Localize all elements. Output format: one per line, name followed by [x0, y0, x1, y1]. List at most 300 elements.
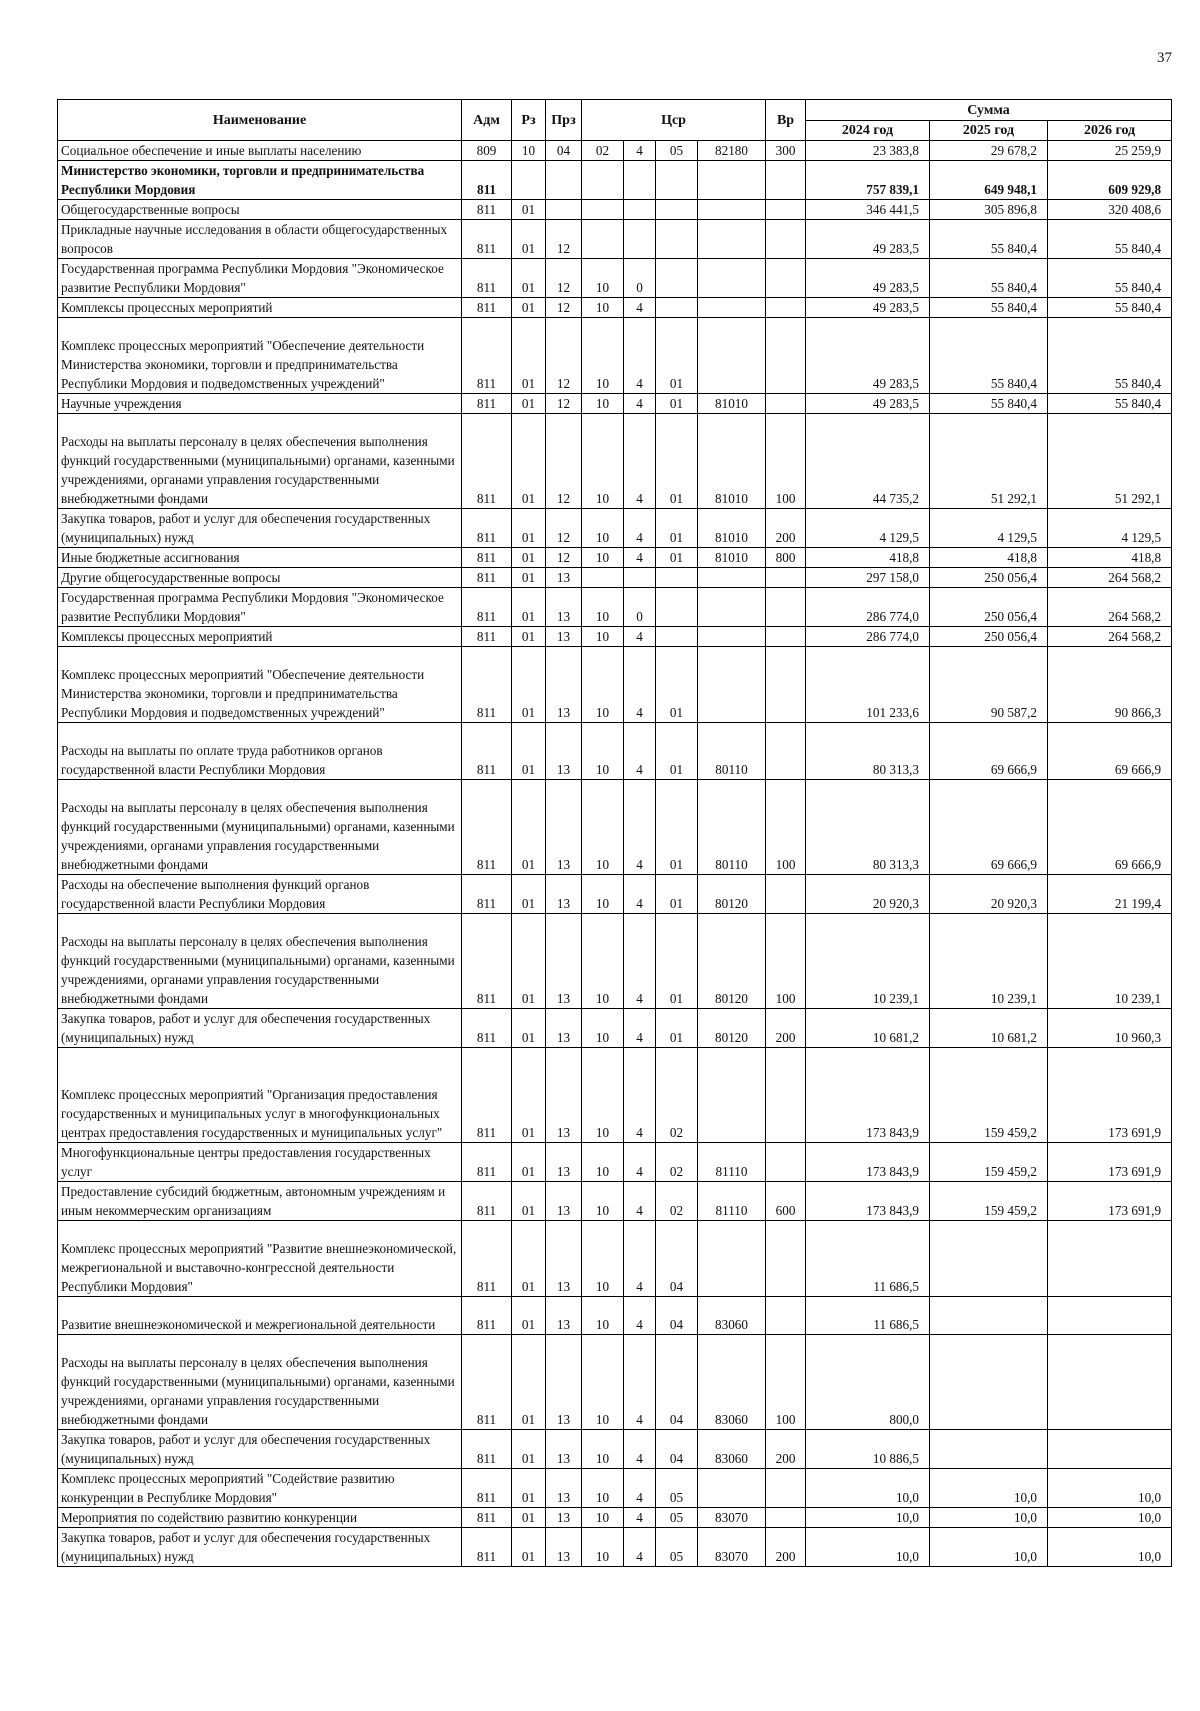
- header-name: Наименование: [58, 100, 462, 141]
- row-sum-2025: 55 840,4: [930, 318, 1048, 394]
- row-csr-type: 4: [624, 875, 656, 914]
- row-csr-complex: 01: [656, 875, 698, 914]
- row-sum-2026: 90 866,3: [1048, 647, 1172, 723]
- row-sum-2025: 250 056,4: [930, 627, 1048, 647]
- row-sum-2025: 10,0: [930, 1469, 1048, 1508]
- row-csr-program: 10: [582, 1430, 624, 1469]
- row-csr-program: 10: [582, 394, 624, 414]
- row-prz: 13: [546, 588, 582, 627]
- row-sum-2026: 10,0: [1048, 1508, 1172, 1528]
- row-sum-2024: 173 843,9: [806, 1143, 930, 1182]
- row-csr-direction: [698, 259, 766, 298]
- row-sum-2025: 10 681,2: [930, 1009, 1048, 1048]
- row-rz: 01: [512, 509, 546, 548]
- row-csr-complex: 04: [656, 1297, 698, 1335]
- row-sum-2026: 10,0: [1048, 1528, 1172, 1567]
- header-adm: Адм: [462, 100, 512, 141]
- row-csr-direction: 83070: [698, 1528, 766, 1567]
- row-sum-2024: 4 129,5: [806, 509, 930, 548]
- row-prz: 13: [546, 1430, 582, 1469]
- row-csr-type: 4: [624, 1009, 656, 1048]
- row-csr-complex: [656, 298, 698, 318]
- row-prz: 13: [546, 1143, 582, 1182]
- row-csr-complex: 05: [656, 1469, 698, 1508]
- row-csr-program: 10: [582, 298, 624, 318]
- row-csr-direction: 81010: [698, 548, 766, 568]
- table-row: [58, 914, 1172, 1009]
- row-sum-2026: 55 840,4: [1048, 394, 1172, 414]
- row-rz: 01: [512, 647, 546, 723]
- row-csr-complex: 05: [656, 1508, 698, 1528]
- row-name: Расходы на выплаты по оплате труда работников органов государственной власти Республики Мордовия: [58, 723, 462, 780]
- row-csr-complex: 01: [656, 509, 698, 548]
- row-sum-2026: 25 259,9: [1048, 141, 1172, 161]
- table-header: [58, 100, 1172, 141]
- row-csr-complex: [656, 568, 698, 588]
- row-sum-2026: [1048, 1297, 1172, 1335]
- row-sum-2025: 10,0: [930, 1528, 1048, 1567]
- row-rz: 01: [512, 780, 546, 875]
- row-name: Закупка товаров, работ и услуг для обеспечения государственных (муниципальных) нужд: [58, 1430, 462, 1469]
- row-csr-program: 10: [582, 914, 624, 1009]
- row-sum-2025: 305 896,8: [930, 200, 1048, 220]
- table-body: [58, 141, 1172, 1567]
- row-prz: 04: [546, 141, 582, 161]
- row-adm: 811: [462, 780, 512, 875]
- row-sum-2025: 55 840,4: [930, 298, 1048, 318]
- row-csr-type: [624, 568, 656, 588]
- row-adm: 811: [462, 1335, 512, 1430]
- row-prz: 12: [546, 414, 582, 509]
- row-vr: 100: [766, 914, 806, 1009]
- row-sum-2026: 10 960,3: [1048, 1009, 1172, 1048]
- table-row: [58, 200, 1172, 220]
- row-vr: 200: [766, 509, 806, 548]
- row-csr-direction: [698, 1469, 766, 1508]
- row-vr: 100: [766, 780, 806, 875]
- row-csr-type: 4: [624, 1221, 656, 1297]
- row-prz: 12: [546, 548, 582, 568]
- row-rz: 01: [512, 723, 546, 780]
- row-csr-direction: 83070: [698, 1508, 766, 1528]
- row-csr-type: 0: [624, 259, 656, 298]
- row-sum-2025: 418,8: [930, 548, 1048, 568]
- row-name: Закупка товаров, работ и услуг для обеспечения государственных (муниципальных) нужд: [58, 509, 462, 548]
- row-csr-complex: [656, 627, 698, 647]
- row-adm: 811: [462, 161, 512, 200]
- row-prz: 13: [546, 723, 582, 780]
- table-row: [58, 780, 1172, 875]
- row-name: Комплекс процессных мероприятий "Организация предоставления государственных и муниципальных услуг в многофункциональных центрах предоставления государственных и муниципальных услуг": [58, 1048, 462, 1143]
- row-name: Государственная программа Республики Мордовия "Экономическое развитие Республики Мордовия": [58, 588, 462, 627]
- row-csr-complex: 01: [656, 318, 698, 394]
- row-adm: 811: [462, 298, 512, 318]
- row-csr-type: 4: [624, 298, 656, 318]
- row-name: Закупка товаров, работ и услуг для обеспечения государственных (муниципальных) нужд: [58, 1528, 462, 1567]
- row-csr-program: 10: [582, 1335, 624, 1430]
- row-csr-complex: 01: [656, 780, 698, 875]
- row-sum-2024: 800,0: [806, 1335, 930, 1430]
- row-prz: 13: [546, 568, 582, 588]
- row-csr-complex: 01: [656, 394, 698, 414]
- row-adm: 811: [462, 1528, 512, 1567]
- row-csr-program: 10: [582, 259, 624, 298]
- row-rz: 01: [512, 259, 546, 298]
- row-csr-type: 4: [624, 1335, 656, 1430]
- row-prz: 13: [546, 1508, 582, 1528]
- row-vr: [766, 1469, 806, 1508]
- row-adm: 811: [462, 1469, 512, 1508]
- row-sum-2025: 159 459,2: [930, 1143, 1048, 1182]
- row-sum-2025: [930, 1297, 1048, 1335]
- row-csr-type: 0: [624, 588, 656, 627]
- row-csr-direction: [698, 647, 766, 723]
- row-csr-program: 10: [582, 1221, 624, 1297]
- row-csr-program: 10: [582, 1528, 624, 1567]
- row-csr-direction: 80120: [698, 1009, 766, 1048]
- row-rz: 01: [512, 588, 546, 627]
- row-sum-2024: 10 681,2: [806, 1009, 930, 1048]
- row-prz: 13: [546, 875, 582, 914]
- row-sum-2026: 21 199,4: [1048, 875, 1172, 914]
- row-rz: 01: [512, 200, 546, 220]
- table-row: [58, 394, 1172, 414]
- row-csr-complex: 01: [656, 548, 698, 568]
- row-csr-direction: [698, 161, 766, 200]
- row-sum-2026: 51 292,1: [1048, 414, 1172, 509]
- row-csr-direction: 81110: [698, 1182, 766, 1221]
- row-sum-2026: 264 568,2: [1048, 627, 1172, 647]
- row-sum-2025: 250 056,4: [930, 568, 1048, 588]
- row-csr-program: 10: [582, 723, 624, 780]
- row-csr-program: 10: [582, 509, 624, 548]
- table-row: [58, 1182, 1172, 1221]
- row-adm: 811: [462, 220, 512, 259]
- row-rz: 01: [512, 414, 546, 509]
- row-name: Иные бюджетные ассигнования: [58, 548, 462, 568]
- row-vr: 200: [766, 1528, 806, 1567]
- row-csr-complex: [656, 220, 698, 259]
- row-csr-complex: 01: [656, 647, 698, 723]
- row-adm: 811: [462, 875, 512, 914]
- row-prz: [546, 161, 582, 200]
- row-vr: 300: [766, 141, 806, 161]
- row-sum-2025: [930, 1430, 1048, 1469]
- row-vr: 200: [766, 1430, 806, 1469]
- row-csr-direction: [698, 627, 766, 647]
- row-sum-2024: 101 233,6: [806, 647, 930, 723]
- table-row: [58, 1221, 1172, 1297]
- row-prz: 13: [546, 780, 582, 875]
- row-name: Комплексы процессных мероприятий: [58, 298, 462, 318]
- row-sum-2026: 69 666,9: [1048, 723, 1172, 780]
- row-sum-2026: 418,8: [1048, 548, 1172, 568]
- row-sum-2025: 159 459,2: [930, 1048, 1048, 1143]
- row-csr-type: 4: [624, 1508, 656, 1528]
- row-sum-2024: 49 283,5: [806, 220, 930, 259]
- row-rz: 01: [512, 394, 546, 414]
- row-vr: [766, 1297, 806, 1335]
- row-csr-complex: [656, 161, 698, 200]
- row-vr: [766, 200, 806, 220]
- row-name: Расходы на выплаты персоналу в целях обеспечения выполнения функций государственными (муниципальными) органами, казенными учреждениями, органами управления государственными внебюджетными фондами: [58, 414, 462, 509]
- row-vr: [766, 875, 806, 914]
- row-name: Научные учреждения: [58, 394, 462, 414]
- row-prz: 13: [546, 1221, 582, 1297]
- row-sum-2026: 10 239,1: [1048, 914, 1172, 1009]
- row-rz: 01: [512, 1335, 546, 1430]
- row-vr: [766, 318, 806, 394]
- row-sum-2025: 55 840,4: [930, 220, 1048, 259]
- row-rz: 01: [512, 627, 546, 647]
- row-sum-2026: 173 691,9: [1048, 1182, 1172, 1221]
- row-rz: 01: [512, 1182, 546, 1221]
- row-csr-type: 4: [624, 647, 656, 723]
- row-vr: 600: [766, 1182, 806, 1221]
- row-sum-2024: 10 239,1: [806, 914, 930, 1009]
- table-row: [58, 298, 1172, 318]
- table-row: [58, 627, 1172, 647]
- row-csr-program: 10: [582, 588, 624, 627]
- row-vr: [766, 568, 806, 588]
- row-csr-type: 4: [624, 914, 656, 1009]
- row-sum-2026: 264 568,2: [1048, 568, 1172, 588]
- row-rz: 01: [512, 1009, 546, 1048]
- row-sum-2026: 55 840,4: [1048, 318, 1172, 394]
- header-prz: Прз: [546, 100, 582, 141]
- row-csr-program: [582, 161, 624, 200]
- budget-table: [57, 99, 1172, 1567]
- row-csr-complex: 05: [656, 141, 698, 161]
- row-sum-2025: [930, 1335, 1048, 1430]
- row-csr-complex: [656, 259, 698, 298]
- row-csr-program: 10: [582, 627, 624, 647]
- header-csr: Цср: [582, 100, 766, 141]
- header-year-2025: 2025 год: [930, 121, 1048, 141]
- row-csr-type: [624, 200, 656, 220]
- row-csr-program: 10: [582, 647, 624, 723]
- row-csr-program: [582, 220, 624, 259]
- row-name: Другие общегосударственные вопросы: [58, 568, 462, 588]
- row-prz: 13: [546, 1297, 582, 1335]
- row-csr-direction: 83060: [698, 1297, 766, 1335]
- row-sum-2025: [930, 1221, 1048, 1297]
- row-rz: [512, 161, 546, 200]
- row-adm: 811: [462, 723, 512, 780]
- row-vr: [766, 1221, 806, 1297]
- row-csr-type: [624, 161, 656, 200]
- row-csr-program: 10: [582, 1048, 624, 1143]
- row-vr: [766, 647, 806, 723]
- row-name: Расходы на выплаты персоналу в целях обеспечения выполнения функций государственными (муниципальными) органами, казенными учреждениями, органами управления государственными внебюджетными фондами: [58, 914, 462, 1009]
- row-csr-program: 10: [582, 780, 624, 875]
- row-rz: 01: [512, 914, 546, 1009]
- row-sum-2024: 757 839,1: [806, 161, 930, 200]
- row-sum-2025: 649 948,1: [930, 161, 1048, 200]
- row-csr-program: 10: [582, 548, 624, 568]
- row-sum-2025: 55 840,4: [930, 394, 1048, 414]
- row-name: Расходы на выплаты персоналу в целях обеспечения выполнения функций государственными (муниципальными) органами, казенными учреждениями, органами управления государственными внебюджетными фондами: [58, 1335, 462, 1430]
- row-csr-type: 4: [624, 509, 656, 548]
- row-name: Общегосударственные вопросы: [58, 200, 462, 220]
- header-year-2026: 2026 год: [1048, 121, 1172, 141]
- table-row: [58, 1335, 1172, 1430]
- row-sum-2024: 23 383,8: [806, 141, 930, 161]
- row-csr-type: 4: [624, 394, 656, 414]
- row-sum-2024: 80 313,3: [806, 780, 930, 875]
- row-sum-2026: [1048, 1430, 1172, 1469]
- row-rz: 01: [512, 1430, 546, 1469]
- table-row: [58, 1048, 1172, 1143]
- row-prz: [546, 200, 582, 220]
- row-csr-type: 4: [624, 1182, 656, 1221]
- row-sum-2026: 264 568,2: [1048, 588, 1172, 627]
- row-csr-direction: 83060: [698, 1430, 766, 1469]
- row-prz: 13: [546, 1528, 582, 1567]
- row-rz: 01: [512, 548, 546, 568]
- row-adm: 811: [462, 259, 512, 298]
- header-vr: Вр: [766, 100, 806, 141]
- row-sum-2025: 90 587,2: [930, 647, 1048, 723]
- row-rz: 01: [512, 1143, 546, 1182]
- row-name: Комплекс процессных мероприятий "Обеспечение деятельности Министерства экономики, торговли и предпринимательства Республики Мордовия и подведомственных учреждений": [58, 647, 462, 723]
- row-sum-2026: 609 929,8: [1048, 161, 1172, 200]
- row-sum-2026: 320 408,6: [1048, 200, 1172, 220]
- row-sum-2024: 49 283,5: [806, 394, 930, 414]
- row-name: Предоставление субсидий бюджетным, автономным учреждениям и иным некоммерческим организациям: [58, 1182, 462, 1221]
- row-csr-program: 10: [582, 1297, 624, 1335]
- row-sum-2026: 173 691,9: [1048, 1143, 1172, 1182]
- row-vr: [766, 723, 806, 780]
- row-csr-direction: 81110: [698, 1143, 766, 1182]
- table-row: [58, 1009, 1172, 1048]
- row-sum-2025: 10 239,1: [930, 914, 1048, 1009]
- row-csr-direction: 80110: [698, 780, 766, 875]
- row-prz: 12: [546, 259, 582, 298]
- row-csr-direction: 80110: [698, 723, 766, 780]
- row-csr-complex: 01: [656, 414, 698, 509]
- row-csr-complex: 01: [656, 723, 698, 780]
- row-csr-complex: 02: [656, 1143, 698, 1182]
- row-sum-2025: 29 678,2: [930, 141, 1048, 161]
- row-csr-direction: 81010: [698, 509, 766, 548]
- row-prz: 13: [546, 1048, 582, 1143]
- row-name: Государственная программа Республики Мордовия "Экономическое развитие Республики Мордовия": [58, 259, 462, 298]
- row-csr-direction: [698, 1221, 766, 1297]
- row-vr: [766, 394, 806, 414]
- row-sum-2024: 173 843,9: [806, 1182, 930, 1221]
- row-vr: [766, 627, 806, 647]
- row-csr-program: 10: [582, 1182, 624, 1221]
- row-sum-2025: 20 920,3: [930, 875, 1048, 914]
- row-adm: 811: [462, 914, 512, 1009]
- row-sum-2026: 173 691,9: [1048, 1048, 1172, 1143]
- row-sum-2024: 49 283,5: [806, 259, 930, 298]
- table-row: [58, 318, 1172, 394]
- row-rz: 01: [512, 568, 546, 588]
- row-csr-program: 10: [582, 318, 624, 394]
- table-row: [58, 588, 1172, 627]
- row-prz: 12: [546, 298, 582, 318]
- row-prz: 13: [546, 1335, 582, 1430]
- row-sum-2026: 4 129,5: [1048, 509, 1172, 548]
- row-rz: 01: [512, 1221, 546, 1297]
- row-csr-type: 4: [624, 627, 656, 647]
- row-csr-complex: 04: [656, 1430, 698, 1469]
- row-csr-direction: [698, 588, 766, 627]
- row-rz: 01: [512, 1048, 546, 1143]
- row-csr-complex: 05: [656, 1528, 698, 1567]
- row-sum-2024: 346 441,5: [806, 200, 930, 220]
- row-csr-direction: [698, 298, 766, 318]
- row-sum-2024: 297 158,0: [806, 568, 930, 588]
- row-rz: 01: [512, 1508, 546, 1528]
- row-prz: 13: [546, 627, 582, 647]
- row-vr: [766, 1048, 806, 1143]
- table-row: [58, 568, 1172, 588]
- row-sum-2024: 10,0: [806, 1528, 930, 1567]
- row-sum-2025: 69 666,9: [930, 780, 1048, 875]
- row-csr-program: 10: [582, 1143, 624, 1182]
- table-row: [58, 1469, 1172, 1508]
- table-row: [58, 548, 1172, 568]
- row-csr-direction: 83060: [698, 1335, 766, 1430]
- row-sum-2024: 10,0: [806, 1508, 930, 1528]
- row-sum-2024: 80 313,3: [806, 723, 930, 780]
- row-prz: 13: [546, 914, 582, 1009]
- row-sum-2024: 20 920,3: [806, 875, 930, 914]
- row-csr-type: 4: [624, 141, 656, 161]
- row-csr-program: [582, 200, 624, 220]
- row-name: Закупка товаров, работ и услуг для обеспечения государственных (муниципальных) нужд: [58, 1009, 462, 1048]
- row-rz: 01: [512, 298, 546, 318]
- table-row: [58, 141, 1172, 161]
- row-csr-direction: [698, 200, 766, 220]
- row-rz: 10: [512, 141, 546, 161]
- row-sum-2024: 418,8: [806, 548, 930, 568]
- row-csr-type: 4: [624, 1048, 656, 1143]
- row-csr-program: 10: [582, 1508, 624, 1528]
- row-csr-type: 4: [624, 780, 656, 875]
- row-sum-2026: [1048, 1221, 1172, 1297]
- header-sum: Сумма: [806, 100, 1172, 121]
- row-adm: 811: [462, 1297, 512, 1335]
- row-vr: [766, 1508, 806, 1528]
- table-row: [58, 647, 1172, 723]
- row-name: Комплекс процессных мероприятий "Развитие внешнеэкономической, межрегиональной и выставочно-конгрессной деятельности Республики Мордовия": [58, 1221, 462, 1297]
- row-sum-2026: 10,0: [1048, 1469, 1172, 1508]
- row-vr: 200: [766, 1009, 806, 1048]
- row-sum-2024: 44 735,2: [806, 414, 930, 509]
- row-adm: 811: [462, 509, 512, 548]
- row-csr-direction: 80120: [698, 875, 766, 914]
- row-sum-2024: 10,0: [806, 1469, 930, 1508]
- row-vr: 100: [766, 414, 806, 509]
- row-vr: [766, 161, 806, 200]
- row-sum-2026: 69 666,9: [1048, 780, 1172, 875]
- table-row: [58, 1297, 1172, 1335]
- table-row: [58, 875, 1172, 914]
- row-csr-type: 4: [624, 548, 656, 568]
- row-sum-2024: 286 774,0: [806, 627, 930, 647]
- row-adm: 811: [462, 394, 512, 414]
- row-csr-complex: [656, 588, 698, 627]
- row-name: Расходы на выплаты персоналу в целях обеспечения выполнения функций государственными (муниципальными) органами, казенными учреждениями, органами управления государственными внебюджетными фондами: [58, 780, 462, 875]
- row-sum-2024: 286 774,0: [806, 588, 930, 627]
- row-csr-type: 4: [624, 1528, 656, 1567]
- table-row: [58, 723, 1172, 780]
- row-adm: 811: [462, 414, 512, 509]
